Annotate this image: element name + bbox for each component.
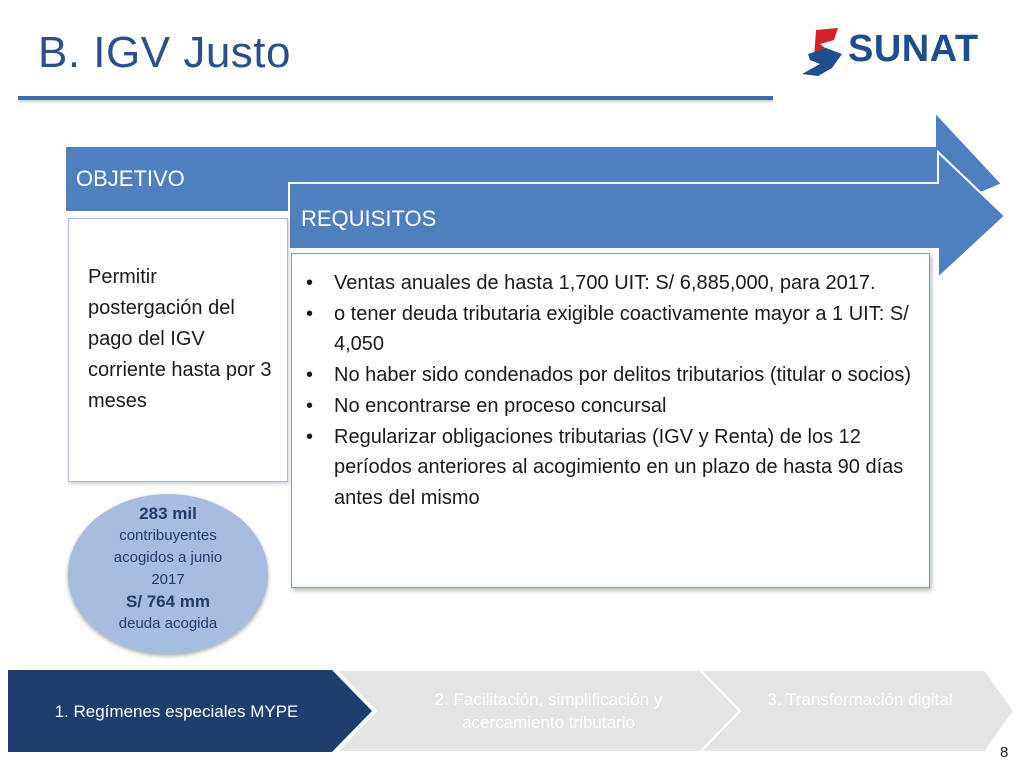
requisito-item: • o tener deuda tributaria exigible coactivamente mayor a 1 UIT: S/ 4,050 xyxy=(306,302,909,356)
nav-step1[interactable]: 1. Regímenes especiales MYPE xyxy=(54,702,299,721)
objetivo-header: OBJETIVO xyxy=(76,166,185,191)
stats-contribuyentes-label: contribuyentes acogidos a junio 2017 xyxy=(113,527,223,588)
objetivo-text: Permitir postergación del pago del IGV corriente hasta por 3 meses xyxy=(88,266,272,412)
slide-title: B. IGV Justo xyxy=(38,28,291,77)
page-number: 8 xyxy=(1000,744,1009,761)
stats-text xyxy=(68,503,268,635)
stats-deuda-label: deuda acogida xyxy=(118,615,218,632)
logo-text: SUNAT xyxy=(848,28,979,70)
requisitos-list xyxy=(300,268,925,514)
stats-contribuyentes-count: 283 mil xyxy=(139,504,197,523)
nav-step2[interactable]: 2. Facilitación, simplificación y acercamiento tributario xyxy=(434,690,663,732)
stats-deuda-amount: S/ 764 mm xyxy=(125,592,211,611)
requisito-item: • Ventas anuales de hasta 1,700 UIT: S/ 6,885,000, para 2017. xyxy=(306,272,876,294)
requisito-item: • Regularizar obligaciones tributarias (IGV y Renta) de los 12 períodos anteriores al acogimiento en un plazo de hasta 90 días antes del mismo xyxy=(306,425,904,509)
nav-step3[interactable]: 3. Transformación digital xyxy=(767,690,953,709)
requisitos-header: REQUISITOS xyxy=(301,206,437,231)
requisito-item: • No encontrarse en proceso concursal xyxy=(306,394,667,417)
requisito-item: • No haber sido condenados por delitos tributarios (titular o socios) xyxy=(306,364,911,387)
nav-step3-shape xyxy=(700,670,1014,752)
